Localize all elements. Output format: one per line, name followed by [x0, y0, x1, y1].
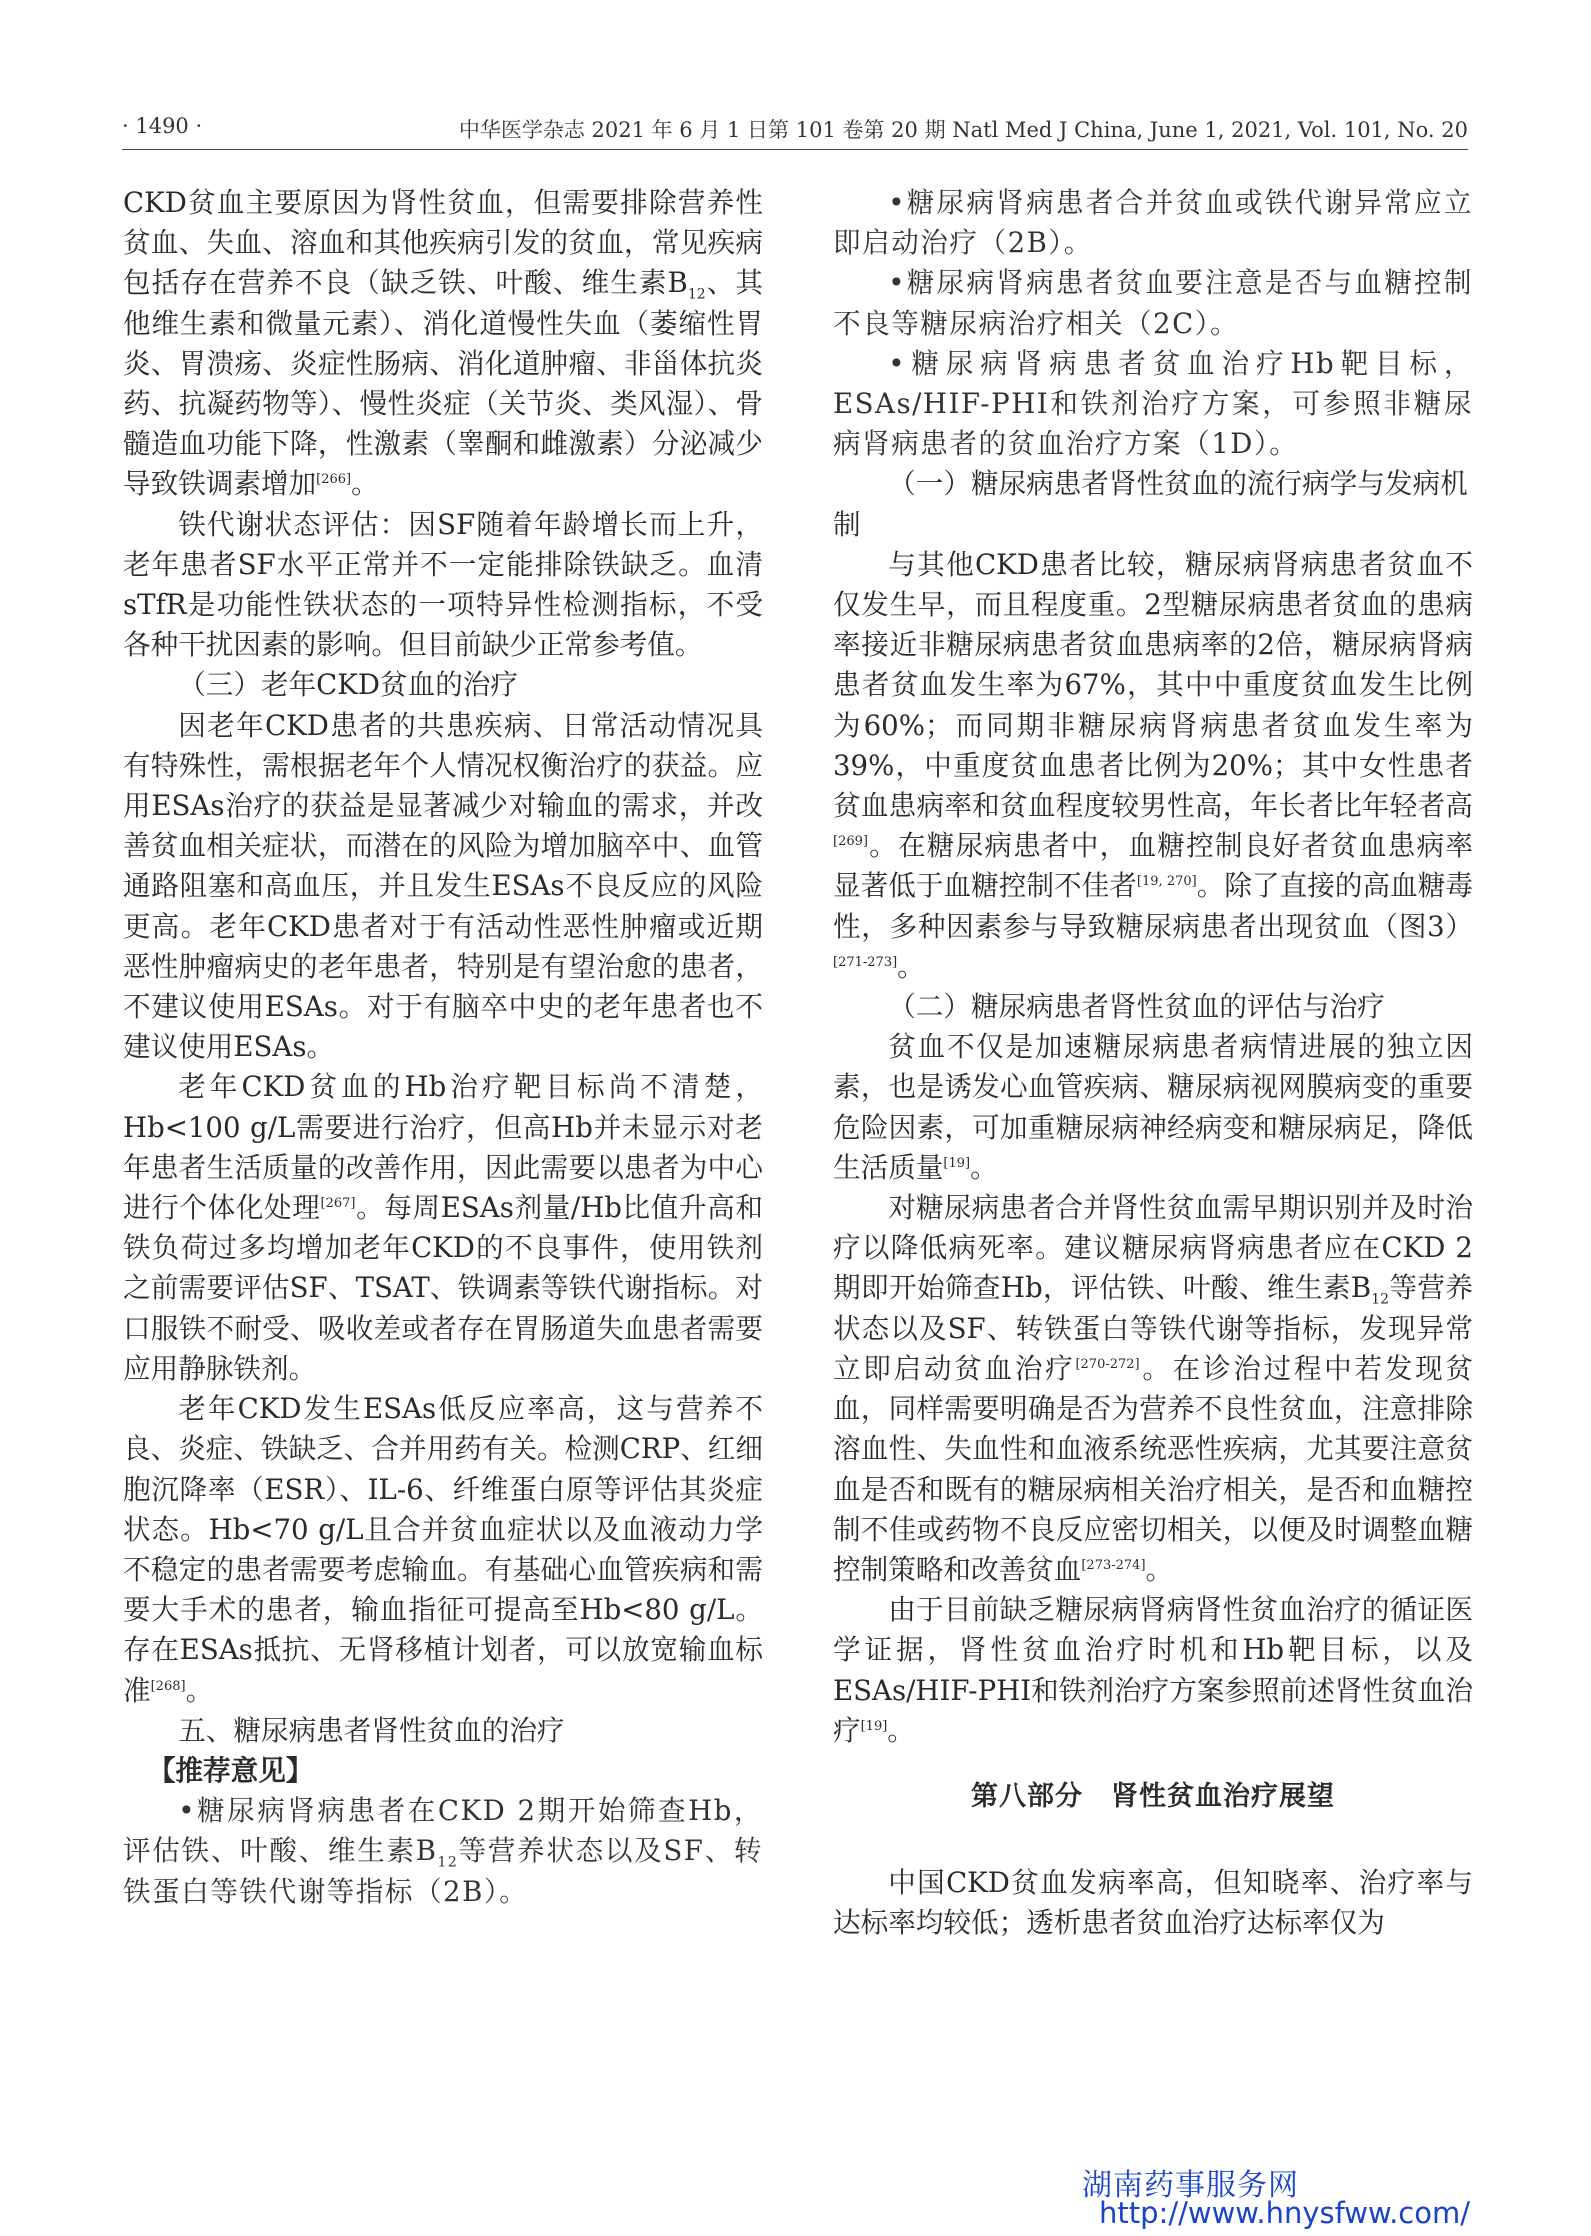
- citation[interactable]: [19, 270]: [1136, 874, 1197, 890]
- watermark-url[interactable]: http://www.hnysfww.com/: [1099, 2196, 1470, 2230]
- paragraph-outlook: 中国CKD贫血发病率高，但知晓率、治疗率与达标率均较低；透析患者贫血治疗达标率仅为: [833, 1866, 1473, 1940]
- section-heading-assessment: （二）糖尿病患者肾性贫血的评估与治疗: [888, 990, 1385, 1024]
- right-column: [833, 183, 1473, 1944]
- watermark-site-name: 湖南药事服务网: [1082, 2168, 1299, 2203]
- paragraph-differential-anemia: CKD贫血主要原因为肾性贫血，但需要排除营养性贫血、失血、溶血和其他疾病引发的贫血，常见疾病包括存在营养不良（缺乏铁、叶酸、维生素$B_{12}$、其他维生素和微量元素）、消化道慢性失血（萎缩性胃炎、胃溃疡、炎症性肠病、消化道肿瘤、非甾体抗炎药、抗凝药物等）、慢性炎症（关节炎、类风湿）、骨髓造血功能下降，性激素（睾酮和雌激素）分泌减少导致铁调素增加[266]。: [123, 186, 763, 501]
- citation[interactable]: [268]: [150, 1678, 186, 1694]
- recommendation-item: •糖尿病肾病患者贫血治疗Hb靶目标，ESAs/HIF-PHI和铁剂治疗方案，可参照非糖尿病肾病患者的贫血治疗方案（1D）。: [833, 346, 1473, 461]
- recommendation-item: •糖尿病肾病患者贫血要注意是否与血糖控制不良等糖尿病治疗相关（2C）。: [833, 266, 1473, 340]
- paragraph-elderly-esas: 因老年CKD患者的共患疾病、日常活动情况具有特殊性，需根据老年个人情况权衡治疗的获益。应用ESAs治疗的获益是显著减少对输血的需求，并改善贫血相关症状，而潜在的风险为增加脑卒中、血管通路阻塞和高血压，并且发生ESAs不良反应的风险更高。老年CKD患者对于有活动性恶性肿瘤或近期恶性肿瘤病史的老年患者，特别是有望治愈的患者，不建议使用ESAs。对于有脑卒中史的老年患者也不建议使用ESAs。: [123, 708, 763, 1064]
- citation[interactable]: [267]: [320, 1195, 356, 1211]
- citation[interactable]: [273-274]: [1081, 1557, 1146, 1573]
- left-column: [123, 183, 763, 1912]
- recommendation-item: •糖尿病肾病患者在CKD 2期开始筛查Hb，评估铁、叶酸、维生素$B_{12}$等营养状态以及SF、转铁蛋白等铁代谢等指标（2B）。: [123, 1794, 763, 1908]
- paragraph-elderly-hb-target: 老年CKD贫血的Hb治疗靶目标尚不清楚，Hb<100 g/L需要进行治疗，但高Hb并未显示对老年患者生活质量的改善作用，因此需要以患者为中心进行个体化处理[267]。每周ESAs剂量/Hb比值升高和铁负荷过多均增加老年CKD的不良事件，使用铁剂之前需要评估SF、TSAT、铁调素等铁代谢指标。对口服铁不耐受、吸收差或者存在胃肠道失血患者需要应用静脉铁剂。: [123, 1070, 763, 1385]
- recommendation-item: •糖尿病肾病患者合并贫血或铁代谢异常应立即启动治疗（2B）。: [833, 186, 1473, 260]
- citation[interactable]: [266]: [316, 472, 352, 488]
- paragraph-anemia-risk: 贫血不仅是加速糖尿病患者病情进展的独立因素，也是诱发心血管疾病、糖尿病视网膜病变的重要危险因素，可加重糖尿病神经病变和糖尿病足，降低生活质量[19]。: [833, 1030, 1473, 1184]
- paragraph-elderly-hyporesponse: 老年CKD发生ESAs低反应率高，这与营养不良、炎症、铁缺乏、合并用药有关。检测CRP、红细胞沉降率（ESR）、IL-6、纤维蛋白原等评估其炎症状态。Hb<70 g/L且合并贫血症状以及血液动力学不稳定的患者需要考虑输血。有基础心血管疾病和需要大手术的患者，输血指征可提高至Hb<80 g/L。存在ESAs抵抗、无肾移植计划者，可以放宽输血标准[268]。: [123, 1392, 763, 1707]
- citation[interactable]: [271-273]: [833, 954, 898, 970]
- header-rule: [122, 149, 1468, 150]
- citation[interactable]: [270-272]: [1075, 1356, 1140, 1372]
- journal-running-header: 中华医学杂志 2021 年 6 月 1 日第 101 卷第 20 期 Natl Med J China, June 1, 2021, Vol. 101, No. 20: [458, 118, 1468, 142]
- recommendation-label: 【推荐意见】: [147, 1753, 314, 1787]
- citation[interactable]: [19]: [943, 1155, 971, 1171]
- paragraph-diabetes-epidemiology: 与其他CKD患者比较，糖尿病肾病患者贫血不仅发生早，而且程度重。2型糖尿病患者贫血的患病率接近非糖尿病患者贫血患病率的2倍，糖尿病肾病患者贫血发生率为67%，其中中重度贫血发生比例为60%；而同期非糖尿病肾病患者贫血发生率为39%，中重度贫血患者比例为20%；其中女性患者贫血患病率和贫血程度较男性高，年长者比年轻者高[269]。在糖尿病患者中，血糖控制良好者贫血患病率显著低于血糖控制不佳者[19, 270]。除了直接的高血糖毒性，多种因素参与导致糖尿病患者出现贫血（图3）[271-273]。: [833, 547, 1473, 983]
- part-title: 第八部分 肾性贫血治疗展望: [971, 1780, 1335, 1812]
- section-heading-elderly-treatment: （三）老年CKD贫血的治疗: [178, 668, 518, 702]
- paragraph-early-screening: 对糖尿病患者合并肾性贫血需早期识别并及时治疗以降低病死率。建议糖尿病肾病患者应在CKD 2期即开始筛查Hb，评估铁、叶酸、维生素$B_{12}$等营养状态以及SF、转铁蛋白等铁代谢等指标，发现异常立即启动贫血治疗[270-272]。在诊治过程中若发现贫血，同样需要明确是否为营养不良性贫血，注意排除溶血性、失血性和血液系统恶性疾病，尤其要注意贫血是否和既有的糖尿病相关治疗相关，是否和血糖控制不佳或药物不良反应密切相关，以便及时调整血糖控制策略和改善贫血[273-274]。: [833, 1191, 1473, 1586]
- section-heading-diabetes: 五、糖尿病患者肾性贫血的治疗: [178, 1713, 565, 1747]
- page-number: · 1490 ·: [122, 114, 203, 138]
- citation[interactable]: [269]: [833, 834, 868, 850]
- paragraph-evidence-gap: 由于目前缺乏糖尿病肾病肾性贫血治疗的循证医学证据，肾性贫血治疗时机和Hb靶目标，以及ESAs/HIF-PHI和铁剂治疗方案参照前述肾性贫血治疗[19]。: [833, 1593, 1473, 1747]
- paragraph-iron-assessment: 铁代谢状态评估：因SF随着年龄增长而上升，老年患者SF水平正常并不一定能排除铁缺乏。血清sTfR是功能性铁状态的一项特异性检测指标，不受各种干扰因素的影响。但目前缺少正常参考值。: [123, 507, 763, 662]
- section-heading-epidemiology: （一）糖尿病患者肾性贫血的流行病学与发病机制: [833, 467, 1468, 541]
- citation[interactable]: [19]: [860, 1718, 888, 1734]
